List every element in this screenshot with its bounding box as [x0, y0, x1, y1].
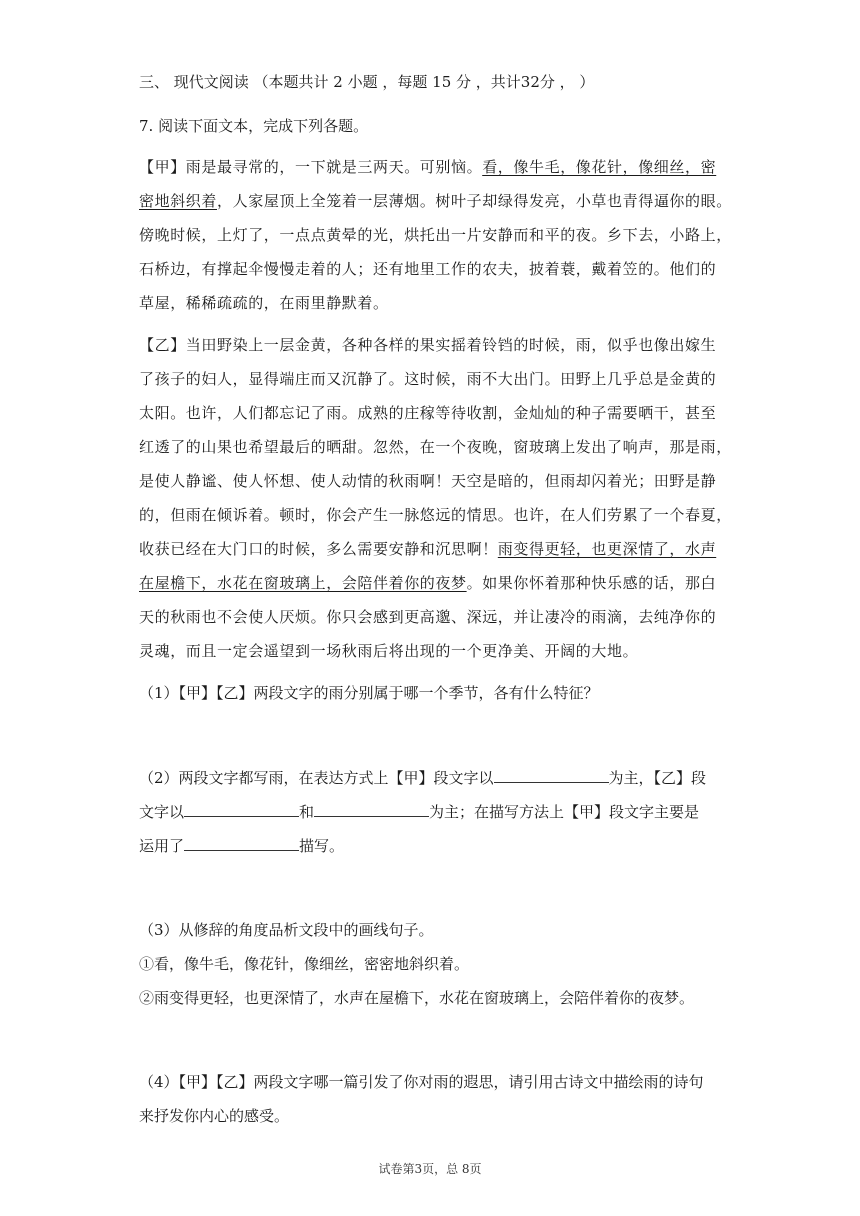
passage-jia-line-5: 草屋，稀稀疏疏的，在雨里静默着。 [139, 294, 389, 312]
passage-yi-line-3: 太阳。也许，人们都忘记了雨。成熟的庄稼等待收割，金灿灿的种子需要晒干，甚至 [139, 404, 717, 422]
question-1: （1）【甲】【乙】两段文字的雨分别属于哪一个季节，各有什么特征？ [139, 684, 599, 702]
question-3-title: （3）从修辞的角度品析文段中的画线句子。 [139, 921, 434, 939]
passage-yi-line-10: 灵魂，而且一定会遥望到一场秋雨后将出现的一个更净美、开阔的大地。 [139, 642, 639, 660]
passage-jia-line-3: 傍晚时候，上灯了，一点点黄晕的光，烘托出一片安静而和平的夜。乡下去，小路上， [139, 226, 732, 244]
page-footer: 试卷第3页，总 8页 [378, 1162, 482, 1176]
question-2-line-2: 文字以 和 为主；在描写方法上【甲】段文字主要是 [139, 803, 700, 821]
answer-blank-1[interactable] [494, 767, 609, 783]
passage-yi-line-6: 的，但雨在倾诉着。顿时，你会产生一脉悠远的情思。也许，在人们劳累了一个春夏， [139, 506, 732, 524]
question-4-line-1: （4）【甲】【乙】两段文字哪一篇引发了你对雨的遐思，请引用古诗文中描绘雨的诗句 [139, 1073, 704, 1091]
passage-yi-line-1: 【乙】当田野染上一层金黄，各种各样的果实摇着铃铛的时候，雨，似乎也像出嫁生 [139, 336, 717, 354]
question-2-line-1: （2）两段文字都写雨，在表达方式上【甲】段文字以 为主，【乙】段 [139, 769, 707, 787]
question-4-line-2: 来抒发你内心的感受。 [139, 1107, 290, 1125]
question-2-line-3: 运用了 描写。 [139, 837, 345, 855]
passage-jia-line-1: 【甲】雨是最寻常的，一下就是三两天。可别恼。看，像牛毛，像花针，像细丝，密 [139, 158, 717, 176]
passage-yi-line-5: 是使人静谧、使人怀想、使人动情的秋雨啊！天空是暗的，但雨却闪着光；田野是静 [139, 472, 717, 490]
passage-jia-line-2: 密地斜织着，人家屋顶上全笼着一层薄烟。树叶子却绿得发亮，小草也青得逼你的眼。 [139, 192, 732, 210]
passage-yi-line-2: 了孩子的妇人，显得端庄而又沉静了。这时候，雨不大出门。田野上几乎总是金黄的 [139, 370, 717, 388]
question-3-sentence-2: ②雨变得更轻，也更深情了，水声在屋檐下，水花在窗玻璃上，会陪伴着你的夜梦。 [139, 989, 695, 1007]
passage-yi-line-7: 收获已经在大门口的时候，多么需要安静和沉思啊！雨变得更轻，也更深情了，水声 [139, 540, 717, 558]
question-3-sentence-1: ①看，像牛毛，像花针，像细丝，密密地斜织着。 [139, 955, 470, 973]
section-header: 三、 现代文阅读 （本题共计 2 小题 ，每题 15 分 ，共计32分 ， ） [139, 73, 595, 91]
passage-yi-line-4: 红透了的山果也希望最后的晒甜。忽然，在一个夜晚，窗玻璃上发出了响声，那是雨， [139, 438, 732, 456]
underlined-sentence-1b: 密地斜织着 [139, 192, 218, 210]
answer-blank-4[interactable] [184, 835, 299, 851]
passage-yi-line-9: 天的秋雨也不会使人厌烦。你只会感到更高邈、深远，并让凄冷的雨滴，去纯净你的 [139, 608, 717, 626]
underlined-sentence-1a: 看，像牛毛，像花针，像细丝，密 [482, 158, 717, 176]
answer-blank-3[interactable] [314, 801, 429, 817]
underlined-sentence-2b: 在屋檐下，水花在窗玻璃上，会陪伴着你的夜梦 [139, 574, 467, 592]
answer-blank-2[interactable] [184, 801, 299, 817]
passage-jia-line-4: 石桥边，有撑起伞慢慢走着的人；还有地里工作的农夫，披着蓑，戴着笠的。他们的 [139, 260, 717, 278]
passage-yi-line-8: 在屋檐下，水花在窗玻璃上，会陪伴着你的夜梦。如果你怀着那种快乐感的话，那白 [139, 574, 717, 592]
question-7-prompt: 7. 阅读下面文本，完成下列各题。 [139, 117, 369, 135]
underlined-sentence-2a: 雨变得更轻，也更深情了，水声 [497, 540, 717, 558]
